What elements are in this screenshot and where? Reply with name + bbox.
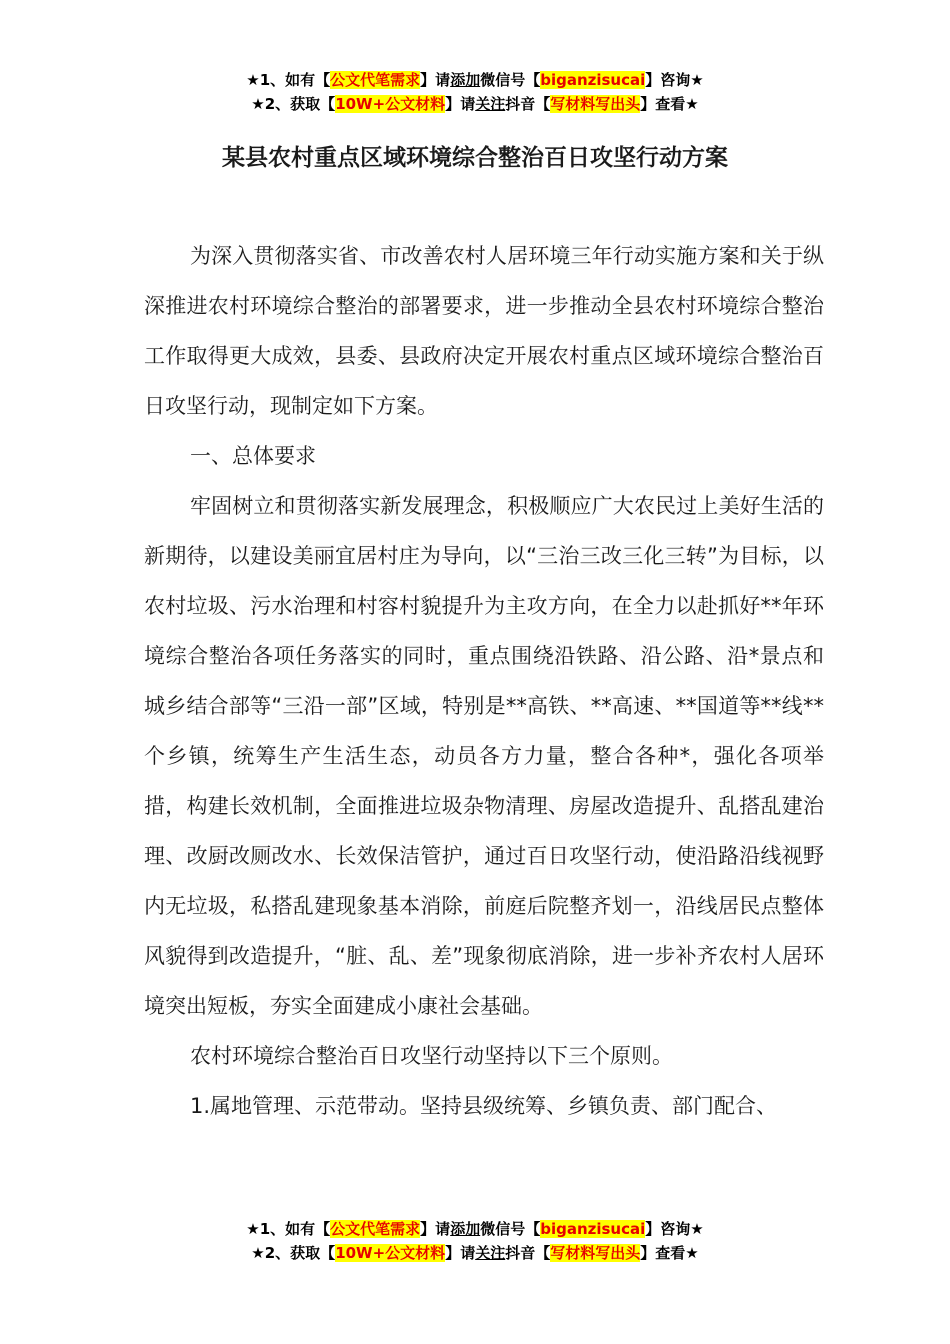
highlight-douyin: 写材料写出头 <box>550 95 641 113</box>
banner-line-2: ★2、获取【10W+公文材料】请关注抖音【写材料写出头】查看★ <box>251 1244 699 1262</box>
highlight-materials: 10W+公文材料 <box>335 1244 446 1262</box>
paragraph-intro: 为深入贯彻落实省、市改善农村人居环境三年行动实施方案和关于纵深推进农村环境综合整治的部署要求，进一步推动全县农村环境综合整治工作取得更大成效，县委、县政府决定开展农村重点区域环境综合整治百日攻坚行动，现制定如下方案。 <box>144 244 824 418</box>
highlight-douyin: 写材料写出头 <box>550 1244 641 1262</box>
header-banner <box>0 68 950 116</box>
section-heading-general-requirements: 一、总体要求 <box>190 444 316 468</box>
highlight-wechat-id: biganzisucai <box>540 71 646 89</box>
banner-line-1: ★1、如有【公文代笔需求】请添加微信号【biganzisucai】咨询★ <box>246 1220 704 1238</box>
highlight-materials: 10W+公文材料 <box>335 95 446 113</box>
banner-line-2: ★2、获取【10W+公文材料】请关注抖音【写材料写出头】查看★ <box>251 95 699 113</box>
document-body <box>144 231 824 1131</box>
banner-line-1: ★1、如有【公文代笔需求】请添加微信号【biganzisucai】咨询★ <box>246 71 704 89</box>
highlight-ghostwriting: 公文代笔需求 <box>330 71 421 89</box>
paragraph-general-requirements: 牢固树立和贯彻落实新发展理念，积极顺应广大农民过上美好生活的新期待，以建设美丽宜居村庄为导向，以“三治三改三化三转”为目标，以农村垃圾、污水治理和村容村貌提升为主攻方向，在全力以赴抓好**年环境综合整治各项任务落实的同时，重点围绕沿铁路、沿公路、沿*景点和城乡结合部等“三沿一部”区域，特别是**高铁、**高速、**国道等**线**个乡镇，统筹生产生活生态，动员各方力量，整合各种*，强化各项举措，构建长效机制，全面推进垃圾杂物清理、房屋改造提升、乱搭乱建治理、改厨改厕改水、长效保洁管护，通过百日攻坚行动，使沿路沿线视野内无垃圾，私搭乱建现象基本消除，前庭后院整齐划一，沿线居民点整体风貌得到改造提升，“脏、乱、差”现象彻底消除，进一步补齐农村人居环境突出短板，夯实全面建成小康社会基础。 <box>144 494 824 1018</box>
footer-banner <box>0 1217 950 1265</box>
highlight-ghostwriting: 公文代笔需求 <box>330 1220 421 1238</box>
highlight-wechat-id: biganzisucai <box>540 1220 646 1238</box>
paragraph-principles: 农村环境综合整治百日攻坚行动坚持以下三个原则。 <box>190 1044 673 1068</box>
document-title: 某县农村重点区域环境综合整治百日攻坚行动方案 <box>222 145 728 171</box>
paragraph-principle-1: 1.属地管理、示范带动。坚持县级统筹、乡镇负责、部门配合、 <box>190 1094 778 1118</box>
